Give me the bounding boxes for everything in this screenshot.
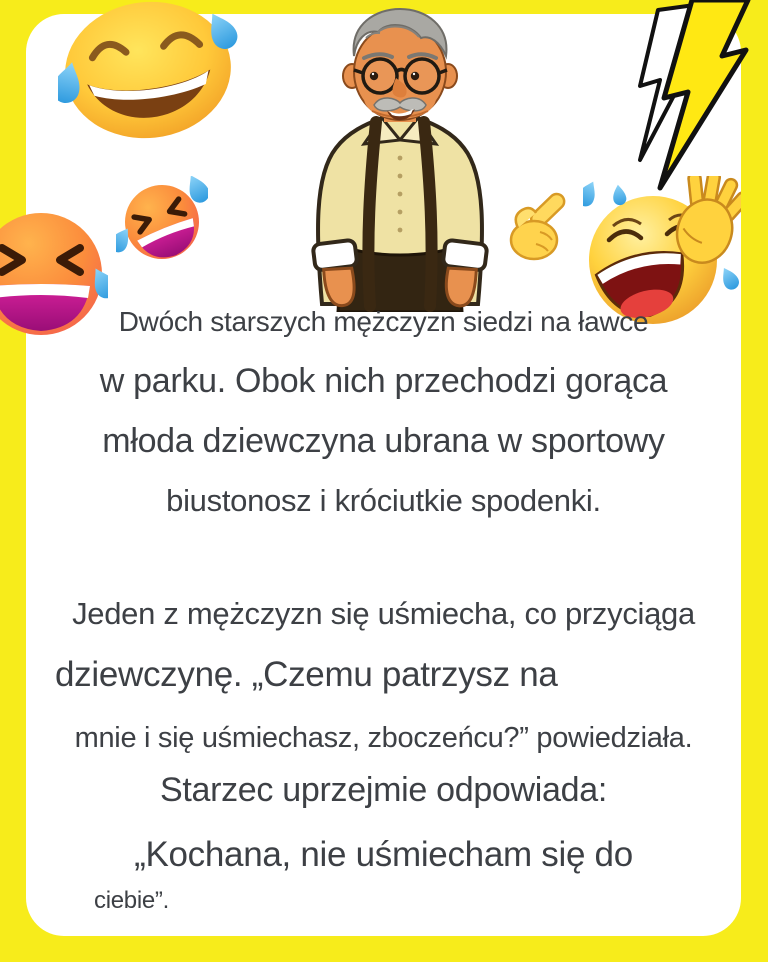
lightning-bolt [630, 0, 768, 200]
joke-line-1: Dwóch starszych mężczyzn siedzi na ławce [118, 306, 649, 337]
joke-line-3: młoda dziewczyna ubrana w sportowy [102, 422, 665, 460]
joke-line-8: Starzec uprzejmie odpowiada: [159, 771, 608, 809]
old-man-cartoon [292, 6, 508, 312]
joke-line-9: „Kochana, nie uśmiecham się do [134, 835, 633, 874]
laughing-tears-emoji [58, 0, 238, 148]
joke-line-6: dziewczynę. „Czemu patrzysz na [55, 655, 558, 694]
joke-line-4: biustonosz i króciutkie spodenki. [166, 483, 601, 518]
rofl-emoji-small [116, 176, 208, 268]
joke-line-7: mnie i się uśmiechasz, zboczeńcu?” powiedziała. [74, 722, 693, 754]
joke-line-10: ciebie”. [94, 887, 169, 914]
joke-line-5: Jeden z mężczyzn się uśmiecha, co przyciąga [72, 596, 695, 631]
joke-line-2: w parku. Obok nich przechodzi gorąca [99, 362, 668, 400]
pointing-hand-emoji [506, 192, 572, 264]
